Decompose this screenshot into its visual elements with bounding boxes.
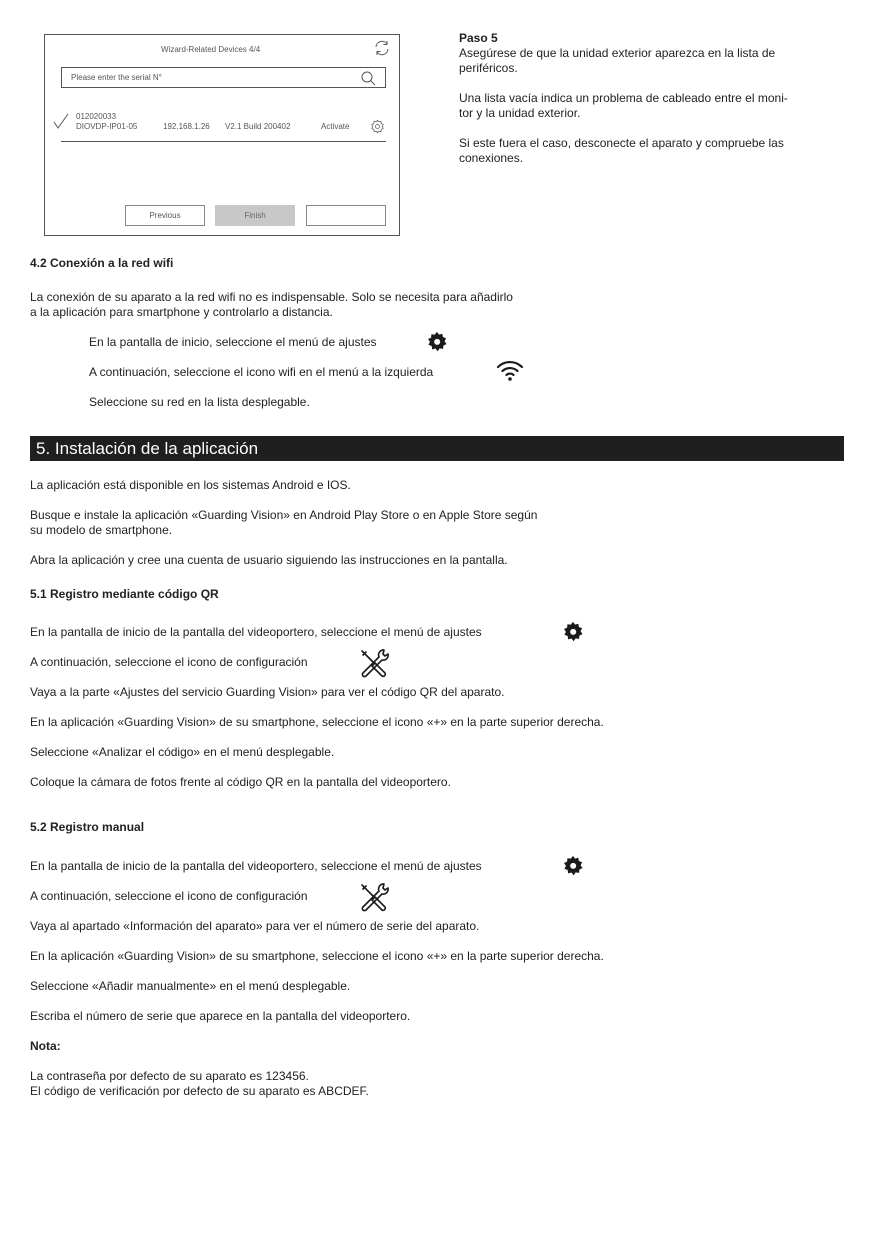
device-ip: 192.168.1.26	[163, 122, 210, 131]
step5-title: Paso 5	[459, 31, 498, 45]
refresh-icon[interactable]	[373, 39, 391, 57]
s51-step-3: Vaya a la parte «Ajustes del servicio Guarding Vision» para ver el código QR del aparato.	[30, 685, 505, 699]
section-5-1-title: 5.1 Registro mediante código QR	[30, 587, 219, 601]
device-id: 012020033	[76, 112, 117, 121]
s52-step-2: A continuación, seleccione el icono de configuración	[30, 889, 308, 903]
s5-p2-line1: Busque e instale la aplicación «Guarding Vision» en Android Play Store o en Apple Store según	[30, 508, 538, 522]
wizard-screen	[44, 34, 400, 236]
s5-p1: La aplicación está disponible en los sistemas Android e IOS.	[30, 478, 351, 492]
s52-step-5: Seleccione «Añadir manualmente» en el menú desplegable.	[30, 979, 351, 993]
settings-gear-icon[interactable]	[370, 119, 385, 134]
section-4-2-title: 4.2 Conexión a la red wifi	[30, 256, 174, 270]
activate-link[interactable]: Activate	[321, 122, 350, 131]
s51-step-5: Seleccione «Analizar el código» en el menú desplegable.	[30, 745, 335, 759]
step5-p3-line1: Si este fuera el caso, desconecte el aparato y compruebe las	[459, 136, 784, 150]
wizard-title: Wizard-Related Devices 4/4	[161, 45, 261, 54]
s52-step-3: Vaya al apartado «Información del aparato» para ver el número de serie del aparato.	[30, 919, 480, 933]
s42-step-3: Seleccione su red en la lista desplegable.	[89, 395, 310, 409]
s42-step-2: A continuación, seleccione el icono wifi en el menú a la izquierda	[89, 365, 434, 379]
step5-p1-line2: periféricos.	[459, 61, 518, 75]
s51-step-6: Coloque la cámara de fotos frente al código QR en la pantalla del videoportero.	[30, 775, 451, 789]
tools-configuration-icon	[358, 647, 390, 679]
s51-step-4: En la aplicación «Guarding Vision» de su smartphone, seleccione el icono «+» en la parte superior derecha.	[30, 715, 604, 729]
s5-p2-line2: su modelo de smartphone.	[30, 523, 173, 537]
s52-step-4: En la aplicación «Guarding Vision» de su smartphone, seleccione el icono «+» en la parte superior derecha.	[30, 949, 604, 963]
serial-placeholder: Please enter the serial N°	[71, 73, 162, 82]
step5-p1-line1: Asegúrese de que la unidad exterior aparezca en la lista de	[459, 46, 776, 60]
s52-step-6: Escriba el número de serie que aparece en la pantalla del videoportero.	[30, 1009, 411, 1023]
serial-input[interactable]	[61, 67, 386, 88]
step5-p2-line2: tor y la unidad exterior.	[459, 106, 581, 120]
previous-button[interactable]: Previous	[125, 205, 205, 226]
device-version: V2.1 Build 200402	[225, 122, 291, 131]
s52-step-1: En la pantalla de inicio de la pantalla del videoportero, seleccione el menú de ajustes	[30, 859, 482, 873]
settings-gear-icon	[562, 855, 584, 877]
wifi-icon	[496, 358, 524, 382]
s42-intro-line1: La conexión de su aparato a la red wifi no es indispensable. Solo se necesita para añadirlo	[30, 290, 513, 304]
tools-configuration-icon	[358, 881, 390, 913]
step5-p3-line2: conexiones.	[459, 151, 524, 165]
settings-gear-icon	[426, 331, 448, 353]
note-title: Nota:	[30, 1039, 61, 1053]
device-row-divider	[61, 141, 386, 142]
section-5-header: 5. Instalación de la aplicación	[30, 436, 844, 461]
empty-button[interactable]	[306, 205, 386, 226]
device-model: DIOVDP-IP01-05	[76, 122, 138, 131]
note-line-1: La contraseña por defecto de su aparato es 123456.	[30, 1069, 309, 1083]
search-icon[interactable]	[360, 70, 376, 86]
note-line-2: El código de verificación por defecto de su aparato es ABCDEF.	[30, 1084, 369, 1098]
s5-p3: Abra la aplicación y cree una cuenta de usuario siguiendo las instrucciones en la pantalla.	[30, 553, 508, 567]
checkmark-icon	[53, 113, 69, 129]
finish-button[interactable]: Finish	[215, 205, 295, 226]
step5-p2-line1: Una lista vacía indica un problema de cableado entre el moni-	[459, 91, 788, 105]
s51-step-2: A continuación, seleccione el icono de configuración	[30, 655, 308, 669]
s42-intro-line2: a la aplicación para smartphone y controlarlo a distancia.	[30, 305, 333, 319]
settings-gear-icon	[562, 621, 584, 643]
s42-step-1: En la pantalla de inicio, seleccione el menú de ajustes	[89, 335, 377, 349]
s51-step-1: En la pantalla de inicio de la pantalla del videoportero, seleccione el menú de ajustes	[30, 625, 482, 639]
section-5-2-title: 5.2 Registro manual	[30, 820, 145, 834]
